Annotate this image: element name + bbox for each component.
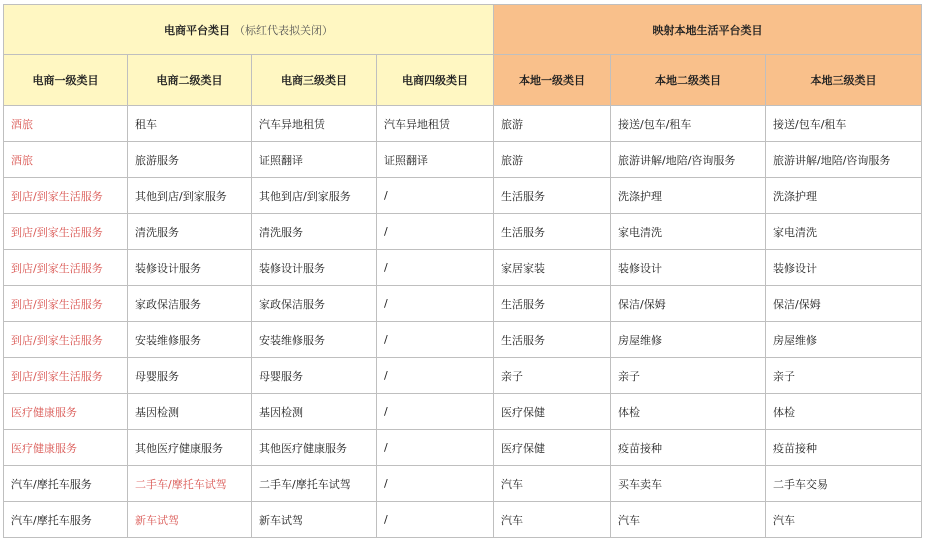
table-cell: 二手车/摩托车试驾 [252,466,377,502]
table-cell: / [377,178,494,214]
table-cell: 租车 [128,106,252,142]
table-cell: 母婴服务 [128,358,252,394]
table-cell: / [377,502,494,538]
table-cell: 清洗服务 [128,214,252,250]
table-cell: 二手车交易 [766,466,922,502]
table-cell: 医疗健康服务 [4,430,128,466]
table-cell: 装修设计服务 [128,250,252,286]
table-cell: 汽车/摩托车服务 [4,466,128,502]
table-cell: 旅游 [494,142,611,178]
table-cell: 生活服务 [494,322,611,358]
ecommerce-group-note: （标红代表拟关闭） [234,23,333,37]
table-cell: 其他到店/到家服务 [128,178,252,214]
table-cell: 疫苗接种 [766,430,922,466]
table-cell: 旅游讲解/地陪/咨询服务 [611,142,766,178]
table-row [4,250,922,286]
local-group-header [494,5,922,55]
table-cell: 买车卖车 [611,466,766,502]
column-header: 电商二级类目 [128,55,252,106]
table-cell: 其他到店/到家服务 [252,178,377,214]
table-cell: 亲子 [766,358,922,394]
table-cell: 汽车异地租赁 [252,106,377,142]
table-cell: 体检 [611,394,766,430]
table-cell: 保洁/保姆 [766,286,922,322]
column-header: 本地三级类目 [766,55,922,106]
table-cell: 汽车 [766,502,922,538]
table-cell: 酒旅 [4,142,128,178]
table-row [4,322,922,358]
table-cell: 汽车 [494,502,611,538]
table-cell: 体检 [766,394,922,430]
table-cell: 汽车 [494,466,611,502]
table-cell: 家政保洁服务 [128,286,252,322]
table-cell: 旅游服务 [128,142,252,178]
table-row [4,286,922,322]
table-cell: 洗涤护理 [766,178,922,214]
category-mapping-table-container [3,4,922,538]
table-cell: / [377,430,494,466]
table-cell: 基因检测 [252,394,377,430]
table-cell: 清洗服务 [252,214,377,250]
table-cell: 证照翻译 [252,142,377,178]
table-cell: 装修设计服务 [252,250,377,286]
table-cell: / [377,250,494,286]
table-cell: 二手车/摩托车试驾 [128,466,252,502]
table-cell: 接送/包车/租车 [611,106,766,142]
local-group-title: 映射本地生活平台类目 [652,23,763,37]
table-cell: 装修设计 [611,250,766,286]
table-cell: / [377,358,494,394]
table-cell: 医疗健康服务 [4,394,128,430]
column-header: 电商四级类目 [377,55,494,106]
table-row [4,502,922,538]
table-cell: 疫苗接种 [611,430,766,466]
table-cell: / [377,286,494,322]
table-row [4,358,922,394]
table-cell: 到店/到家生活服务 [4,250,128,286]
category-mapping-table [3,4,922,538]
table-body [4,106,922,538]
table-cell: 洗涤护理 [611,178,766,214]
table-cell: 亲子 [494,358,611,394]
table-cell: 家政保洁服务 [252,286,377,322]
table-cell: 汽车异地租赁 [377,106,494,142]
column-header: 电商三级类目 [252,55,377,106]
table-cell: 家电清洗 [766,214,922,250]
table-cell: 酒旅 [4,106,128,142]
table-cell: 医疗保健 [494,394,611,430]
table-cell: 保洁/保姆 [611,286,766,322]
table-cell: / [377,322,494,358]
table-cell: 医疗保健 [494,430,611,466]
table-cell: 生活服务 [494,178,611,214]
table-cell: 安装维修服务 [252,322,377,358]
table-cell: 到店/到家生活服务 [4,322,128,358]
table-cell: 到店/到家生活服务 [4,214,128,250]
table-cell: 到店/到家生活服务 [4,178,128,214]
table-row [4,466,922,502]
table-row [4,106,922,142]
table-cell: 房屋维修 [611,322,766,358]
table-cell: / [377,214,494,250]
table-cell: 新车试驾 [128,502,252,538]
group-header-row [4,5,922,55]
table-row [4,178,922,214]
table-cell: / [377,394,494,430]
table-cell: 生活服务 [494,286,611,322]
table-row [4,430,922,466]
ecommerce-group-title: 电商平台类目 [164,23,230,37]
table-cell: 家电清洗 [611,214,766,250]
table-cell: 生活服务 [494,214,611,250]
table-cell: 到店/到家生活服务 [4,358,128,394]
table-cell: 母婴服务 [252,358,377,394]
table-cell: 家居家装 [494,250,611,286]
table-cell: 汽车 [611,502,766,538]
column-header-row [4,55,922,106]
column-header: 本地一级类目 [494,55,611,106]
table-cell: 安装维修服务 [128,322,252,358]
table-row [4,394,922,430]
table-cell: 旅游讲解/地陪/咨询服务 [766,142,922,178]
table-cell: 亲子 [611,358,766,394]
table-cell: 其他医疗健康服务 [128,430,252,466]
table-cell: 基因检测 [128,394,252,430]
column-header: 本地二级类目 [611,55,766,106]
table-cell: 新车试驾 [252,502,377,538]
table-cell: 汽车/摩托车服务 [4,502,128,538]
table-cell: 房屋维修 [766,322,922,358]
ecommerce-group-header [4,5,494,55]
table-cell: 装修设计 [766,250,922,286]
table-cell: 接送/包车/租车 [766,106,922,142]
table-row [4,142,922,178]
table-cell: 到店/到家生活服务 [4,286,128,322]
table-cell: 证照翻译 [377,142,494,178]
table-row [4,214,922,250]
table-cell: 旅游 [494,106,611,142]
table-cell: 其他医疗健康服务 [252,430,377,466]
column-header: 电商一级类目 [4,55,128,106]
table-cell: / [377,466,494,502]
